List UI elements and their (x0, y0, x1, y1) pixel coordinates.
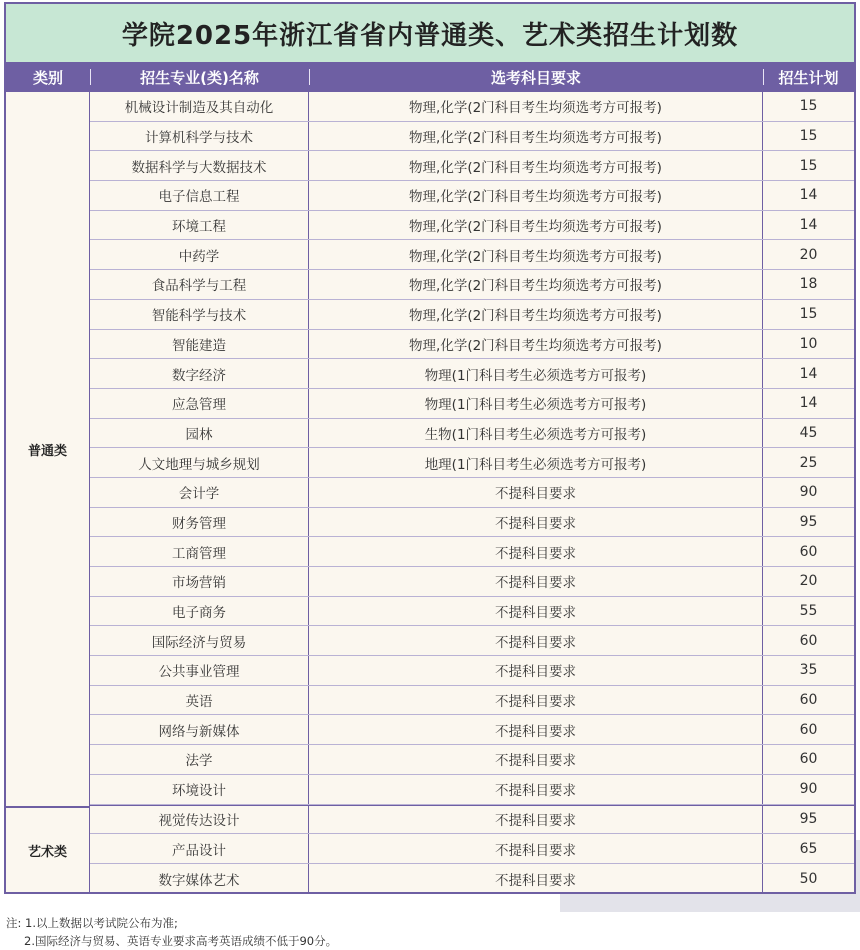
plan-count-cell: 25 (799, 454, 818, 471)
table-body (6, 92, 854, 894)
requirement-cell: 不提科目要求 (309, 715, 763, 744)
plan-count-cell: 95 (799, 811, 818, 828)
major-name-cell: 园林 (90, 419, 309, 448)
plan-count-cell: 35 (799, 662, 818, 679)
category-column (6, 92, 90, 894)
footnote-2: 2.国际经济与贸易、英语专业要求高考英语成绩不低于90分。 (24, 934, 338, 948)
major-name-cell: 环境设计 (90, 775, 309, 804)
requirement-cell: 不提科目要求 (309, 686, 763, 715)
footnotes (6, 914, 706, 950)
table-row (90, 745, 854, 775)
table-row (90, 270, 854, 300)
table-row (90, 626, 854, 656)
plan-count-cell: 14 (799, 395, 818, 412)
requirement-cell: 不提科目要求 (309, 775, 763, 804)
requirement-cell: 地理(1门科目考生必须选考方可报考) (309, 448, 763, 477)
table-row (90, 834, 854, 864)
requirement-cell: 不提科目要求 (309, 537, 763, 566)
table-row (90, 478, 854, 508)
major-name-cell: 电子商务 (90, 597, 309, 626)
table-row (90, 686, 854, 716)
major-name-cell: 智能科学与技术 (90, 300, 309, 329)
major-name-cell: 国际经济与贸易 (90, 626, 309, 655)
requirement-cell: 不提科目要求 (309, 626, 763, 655)
requirement-cell: 不提科目要求 (309, 656, 763, 685)
major-name-cell: 数字经济 (90, 359, 309, 388)
plan-count-cell: 18 (799, 276, 818, 293)
major-name-cell: 机械设计制造及其自动化 (90, 92, 309, 121)
table-row (90, 181, 854, 211)
table-row (90, 597, 854, 627)
requirement-cell: 物理,化学(2门科目考生均须选考方可报考) (309, 300, 763, 329)
requirement-cell: 生物(1门科目考生必须选考方可报考) (309, 419, 763, 448)
table-row (90, 448, 854, 478)
plan-count-cell: 14 (799, 187, 818, 204)
plan-count-cell: 95 (799, 513, 818, 530)
major-name-cell: 公共事业管理 (90, 656, 309, 685)
plan-count-cell: 90 (799, 484, 818, 501)
table-row (90, 240, 854, 270)
major-name-cell: 人文地理与城乡规划 (90, 448, 309, 477)
major-name-cell: 英语 (90, 686, 309, 715)
requirement-cell: 物理,化学(2门科目考生均须选考方可报考) (309, 270, 763, 299)
requirement-cell: 物理,化学(2门科目考生均须选考方可报考) (309, 181, 763, 210)
major-name-cell: 数据科学与大数据技术 (90, 151, 309, 180)
plan-count-cell: 65 (799, 840, 818, 857)
table-row (90, 122, 854, 152)
requirement-cell: 不提科目要求 (309, 478, 763, 507)
plan-count-cell: 20 (799, 246, 818, 263)
major-name-cell: 中药学 (90, 240, 309, 269)
table-row (90, 656, 854, 686)
requirement-cell: 物理(1门科目考生必须选考方可报考) (309, 359, 763, 388)
table-row (90, 775, 854, 805)
major-name-cell: 网络与新媒体 (90, 715, 309, 744)
header-plan: 招生计划 (763, 62, 854, 92)
major-name-cell: 计算机科学与技术 (90, 122, 309, 151)
header-category: 类别 (32, 68, 63, 87)
table-row (90, 330, 854, 360)
plan-count-cell: 15 (799, 128, 818, 145)
major-name-cell: 智能建造 (90, 330, 309, 359)
plan-count-cell: 45 (799, 424, 818, 441)
major-name-cell: 食品科学与工程 (90, 270, 309, 299)
plan-count-cell: 14 (799, 217, 818, 234)
table-row (90, 508, 854, 538)
plan-count-cell: 60 (799, 721, 818, 738)
requirement-cell: 物理(1门科目考生必须选考方可报考) (309, 389, 763, 418)
requirement-cell: 物理,化学(2门科目考生均须选考方可报考) (309, 151, 763, 180)
table-rows (90, 92, 854, 894)
plan-count-cell: 10 (799, 335, 818, 352)
plan-count-cell: 60 (799, 632, 818, 649)
table-header (6, 62, 854, 92)
table-row (90, 715, 854, 745)
plan-count-cell: 60 (799, 751, 818, 768)
requirement-cell: 不提科目要求 (309, 508, 763, 537)
plan-count-cell: 15 (799, 98, 818, 115)
requirement-cell: 不提科目要求 (309, 864, 763, 894)
plan-count-cell: 60 (799, 692, 818, 709)
plan-count-cell: 50 (799, 870, 818, 887)
header-requirement: 选考科目要求 (309, 62, 763, 92)
major-name-cell: 电子信息工程 (90, 181, 309, 210)
major-name-cell: 应急管理 (90, 389, 309, 418)
enrollment-plan-table (4, 2, 856, 894)
plan-count-cell: 15 (799, 306, 818, 323)
table-row (90, 389, 854, 419)
requirement-cell: 不提科目要求 (309, 597, 763, 626)
major-name-cell: 产品设计 (90, 834, 309, 863)
table-row (90, 211, 854, 241)
header-major: 招生专业(类)名称 (90, 62, 309, 92)
requirement-cell: 不提科目要求 (309, 567, 763, 596)
table-row (90, 864, 854, 894)
plan-count-cell: 20 (799, 573, 818, 590)
plan-count-cell: 90 (799, 781, 818, 798)
plan-count-cell: 14 (799, 365, 818, 382)
major-name-cell: 数字媒体艺术 (90, 864, 309, 894)
requirement-cell: 物理,化学(2门科目考生均须选考方可报考) (309, 122, 763, 151)
category-general: 普通类 (27, 443, 67, 459)
requirement-cell: 不提科目要求 (309, 834, 763, 863)
major-name-cell: 市场营销 (90, 567, 309, 596)
plan-count-cell: 55 (799, 603, 818, 620)
requirement-cell: 物理,化学(2门科目考生均须选考方可报考) (309, 330, 763, 359)
table-row (90, 419, 854, 449)
footnote-1: 注: 1.以上数据以考试院公布为准; (6, 916, 178, 930)
table-row (90, 92, 854, 122)
major-name-cell: 财务管理 (90, 508, 309, 537)
requirement-cell: 不提科目要求 (309, 806, 763, 834)
table-row (90, 567, 854, 597)
plan-count-cell: 60 (799, 543, 818, 560)
requirement-cell: 物理,化学(2门科目考生均须选考方可报考) (309, 240, 763, 269)
table-title: 学院2025年浙江省省内普通类、艺术类招生计划数 (6, 4, 854, 62)
table-row (90, 805, 854, 835)
major-name-cell: 工商管理 (90, 537, 309, 566)
table-row (90, 151, 854, 181)
table-row (90, 300, 854, 330)
plan-count-cell: 15 (799, 157, 818, 174)
major-name-cell: 环境工程 (90, 211, 309, 240)
table-row (90, 537, 854, 567)
requirement-cell: 物理,化学(2门科目考生均须选考方可报考) (309, 92, 763, 121)
table-row (90, 359, 854, 389)
requirement-cell: 物理,化学(2门科目考生均须选考方可报考) (309, 211, 763, 240)
category-art: 艺术类 (6, 806, 89, 892)
requirement-cell: 不提科目要求 (309, 745, 763, 774)
major-name-cell: 视觉传达设计 (90, 806, 309, 834)
major-name-cell: 法学 (90, 745, 309, 774)
major-name-cell: 会计学 (90, 478, 309, 507)
